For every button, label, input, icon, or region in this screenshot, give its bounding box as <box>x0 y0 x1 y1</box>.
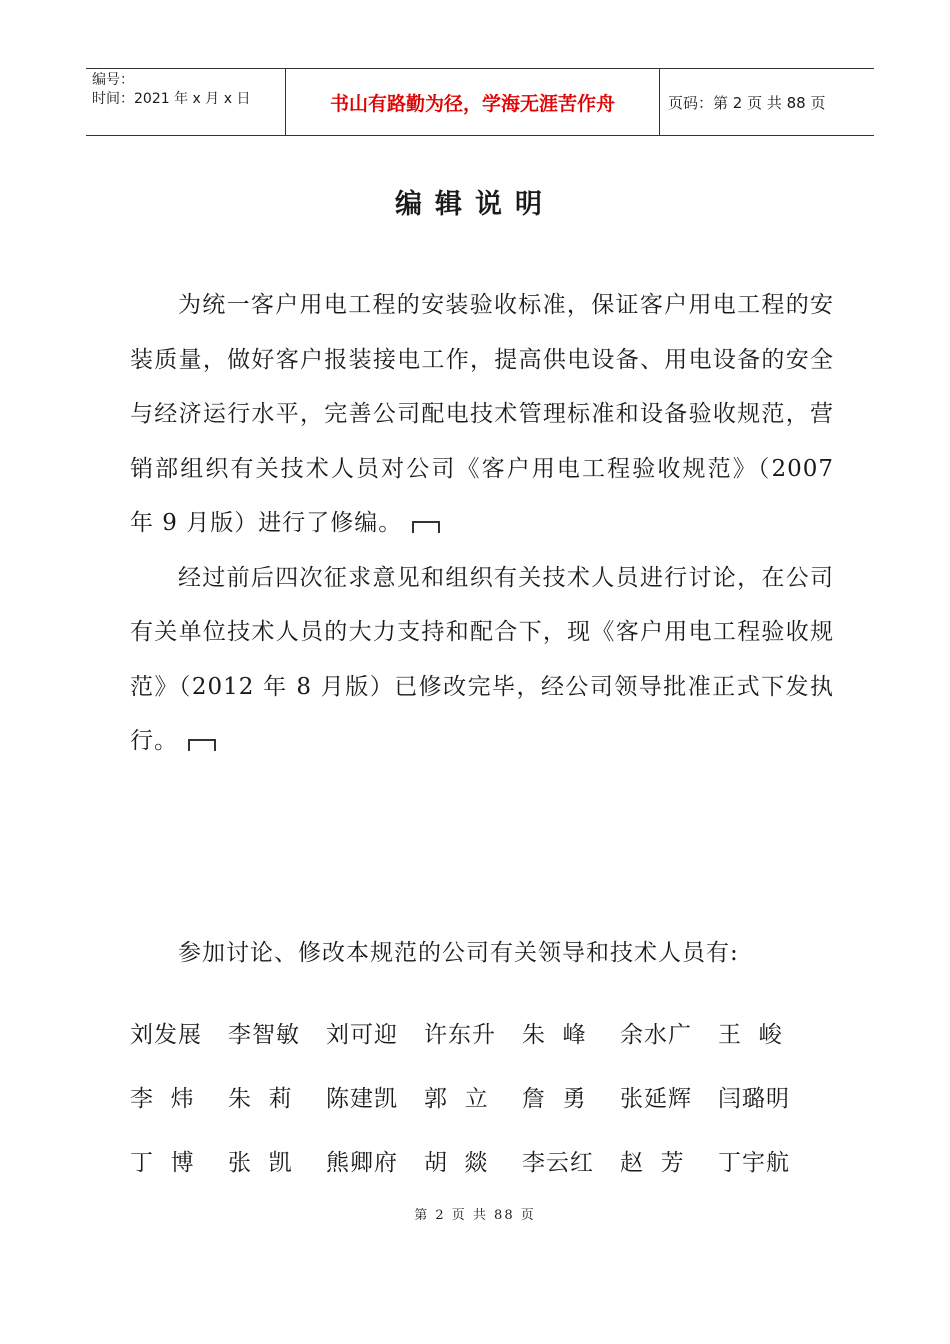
participant-name: 丁 博 <box>130 1149 195 1176</box>
paragraph-text: 为统一客户用电工程的安装验收标准，保证客户用电工程的安装质量，做好客户报装接电工作，提高供电设备、用电设备的安全与经济运行水平，完善公司配电技术管理标准和设备验收规范，营销部组织有关技术人员对公司《客户用电工程验收规范》（2007 年 9 月版）进行了修编。 <box>130 292 834 536</box>
participant-name: 胡 燚 <box>424 1149 489 1176</box>
participant-name: 张延辉 <box>620 1085 692 1112</box>
document-body <box>130 278 834 769</box>
header-table <box>86 68 874 136</box>
paragraph <box>130 278 834 551</box>
participants-intro: 参加讨论、修改本规范的公司有关领导和技术人员有: <box>178 940 739 966</box>
paragraph-mark-icon <box>412 521 440 533</box>
document-number-label: 编号： <box>92 72 134 88</box>
document-title: 编辑说明 <box>395 189 555 220</box>
participant-name: 许东升 <box>424 1021 496 1048</box>
participants-row <box>130 1064 850 1128</box>
participant-name: 丁宇航 <box>718 1149 790 1176</box>
participant-name: 闫璐明 <box>718 1085 790 1112</box>
participant-name: 熊卿府 <box>326 1149 398 1176</box>
participant-name: 王 峻 <box>718 1021 783 1048</box>
participant-name: 李 炜 <box>130 1085 195 1112</box>
participant-name: 朱 莉 <box>228 1085 293 1112</box>
participant-name: 李云红 <box>522 1149 594 1176</box>
participant-name: 刘可迎 <box>326 1021 398 1048</box>
participant-name: 詹 勇 <box>522 1085 587 1112</box>
participant-name: 余水广 <box>620 1021 692 1048</box>
header-page-label: 页码：第 2 页 共 88 页 <box>668 93 826 112</box>
participant-name: 朱 峰 <box>522 1021 587 1048</box>
participant-name: 赵 芳 <box>620 1149 685 1176</box>
participants-list <box>130 1000 850 1192</box>
participant-name: 刘发展 <box>130 1021 202 1048</box>
participant-name: 郭 立 <box>424 1085 489 1112</box>
paragraph-text: 经过前后四次征求意见和组织有关技术人员进行讨论，在公司有关单位技术人员的大力支持和配合下，现《客户用电工程验收规范》（2012 年 8 月版）已修改完毕，经公司领导批准正式下发执行。 <box>130 564 834 754</box>
document-time-label: 时间：2021 年 x 月 x 日 <box>92 91 251 107</box>
participant-name: 陈建凯 <box>326 1085 398 1112</box>
participants-row <box>130 1000 850 1064</box>
participant-name: 李智敏 <box>228 1021 300 1048</box>
paragraph-mark-icon <box>188 739 216 751</box>
header-motto: 书山有路勤为径，学海无涯苦作舟 <box>286 69 660 135</box>
page-footer: 第 2 页 共 88 页 <box>414 1208 536 1223</box>
header-info-cell <box>86 69 286 135</box>
participant-name: 张 凯 <box>228 1149 293 1176</box>
participants-row <box>130 1128 850 1192</box>
paragraph <box>130 551 834 769</box>
